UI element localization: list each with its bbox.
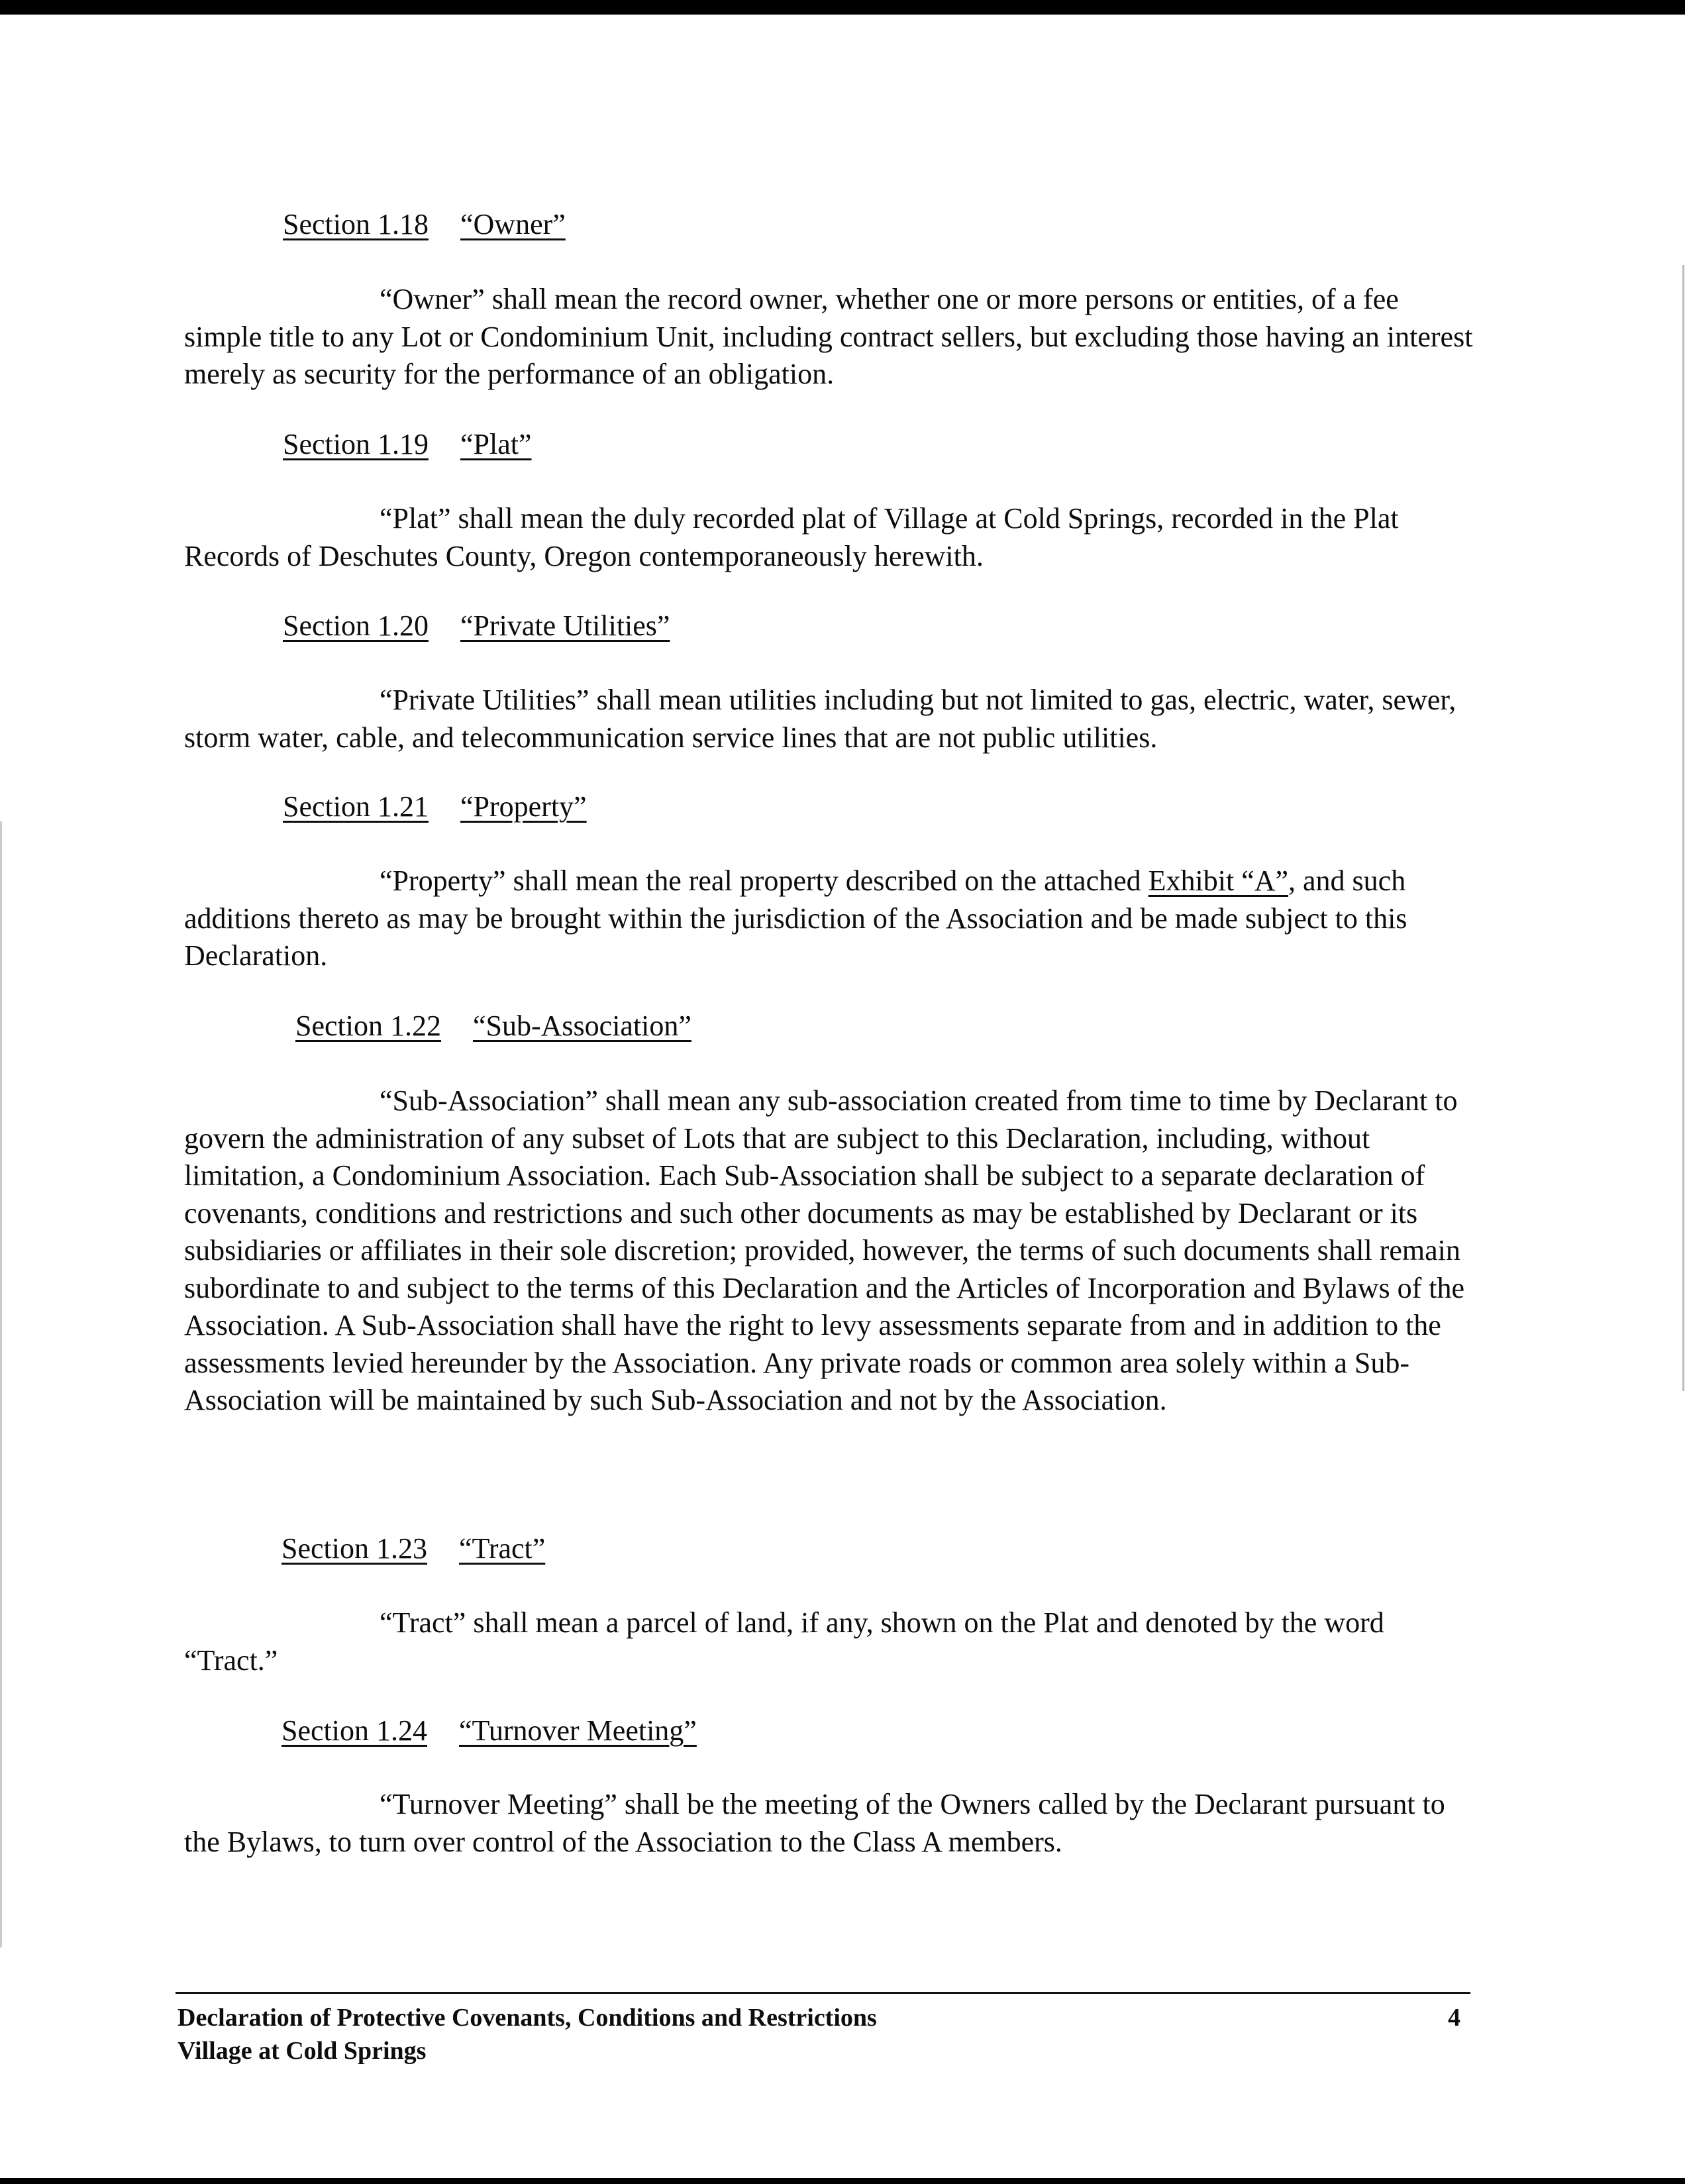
section-number: Section 1.20 [283,609,429,642]
scan-edge-mark [0,821,2,1948]
section-body-1-21 [184,862,1479,975]
section-body-1-22: “Sub-Association” shall mean any sub-association created from time to time by Declarant to govern the administration of any subset of Lots that are subject to this Declaration, including, without limitation, a Condominium Association. Each Sub-Association shall be subject to a separate declaration of covenants, conditions and restrictions and such other documents as may be established by Declarant or its subsidiaries or affiliates in their sole discretion; provided, however, the terms of such documents shall remain subordinate to and subject to the terms of this Declaration and the Articles of Incorporation and Bylaws of the Association. A Sub-Association shall have the right to levy assessments separate from and in addition to the assessments levied hereunder by the Association. Any private roads or common area solely within a Sub-Association will be maintained by such Sub-Association and not by the Association. [184,1084,1465,1416]
section-number: Section 1.18 [283,208,429,240]
scan-bottom-border [0,2178,1685,2184]
section-number: Section 1.23 [281,1532,427,1565]
section-body-1-20: “Private Utilities” shall mean utilities including but not limited to gas, electric, water, sewer, storm water, cable, and telecommunication service lines that are not public utilities. [184,684,1456,754]
section-heading-1-22 [295,1008,691,1045]
section-heading-1-20 [283,607,670,645]
section-number: Section 1.22 [295,1010,441,1042]
section-heading-1-18 [283,206,566,243]
section-body-1-23: “Tract” shall mean a parcel of land, if any, shown on the Plat and denoted by the word “Tract.” [184,1606,1384,1677]
section-term: “Plat” [460,428,532,460]
footer-title: Declaration of Protective Covenants, Conditions and Restrictions [178,2004,877,2032]
section-term: “Turnover Meeting” [458,1714,697,1747]
section-term: “Tract” [458,1532,546,1565]
footer-divider [176,1992,1470,1994]
section-heading-1-23 [281,1530,545,1567]
body-text: “Property” shall mean the real property described on the attached [380,864,1149,897]
section-body-1-24: “Turnover Meeting” shall be the meeting of the Owners called by the Declarant pursuant to the Bylaws, to turn over control of the Association to the Class A members. [184,1788,1445,1858]
scan-edge-mark [1682,265,1684,1391]
section-number: Section 1.19 [283,428,429,460]
section-heading-1-24 [281,1712,697,1749]
footer-subtitle: Village at Cold Springs [178,2037,427,2065]
section-heading-1-21 [283,788,587,825]
exhibit-reference: Exhibit “A” [1148,864,1289,897]
section-number: Section 1.21 [283,790,429,823]
section-number: Section 1.24 [281,1714,427,1747]
section-term: “Sub-Association” [472,1010,691,1042]
scan-top-border [0,0,1685,15]
section-body-1-19: “Plat” shall mean the duly recorded plat of Village at Cold Springs, recorded in the Plat Records of Deschutes County, Oregon contemporaneously herewith. [184,502,1399,572]
section-body-1-18: “Owner” shall mean the record owner, whether one or more persons or entities, of a fee simple title to any Lot or Condominium Unit, including contract sellers, but excluding those having an interest merely as security for the performance of an obligation. [184,283,1473,390]
section-term: “Property” [460,790,587,823]
section-heading-1-19 [283,426,532,463]
section-term: “Owner” [460,208,566,240]
body-text: , and such additions thereto as may be brought within the jurisdiction of the Association and be made subject to this Declaration. [184,864,1407,972]
section-term: “Private Utilities” [460,609,670,642]
page-number: 4 [1448,2004,1460,2032]
